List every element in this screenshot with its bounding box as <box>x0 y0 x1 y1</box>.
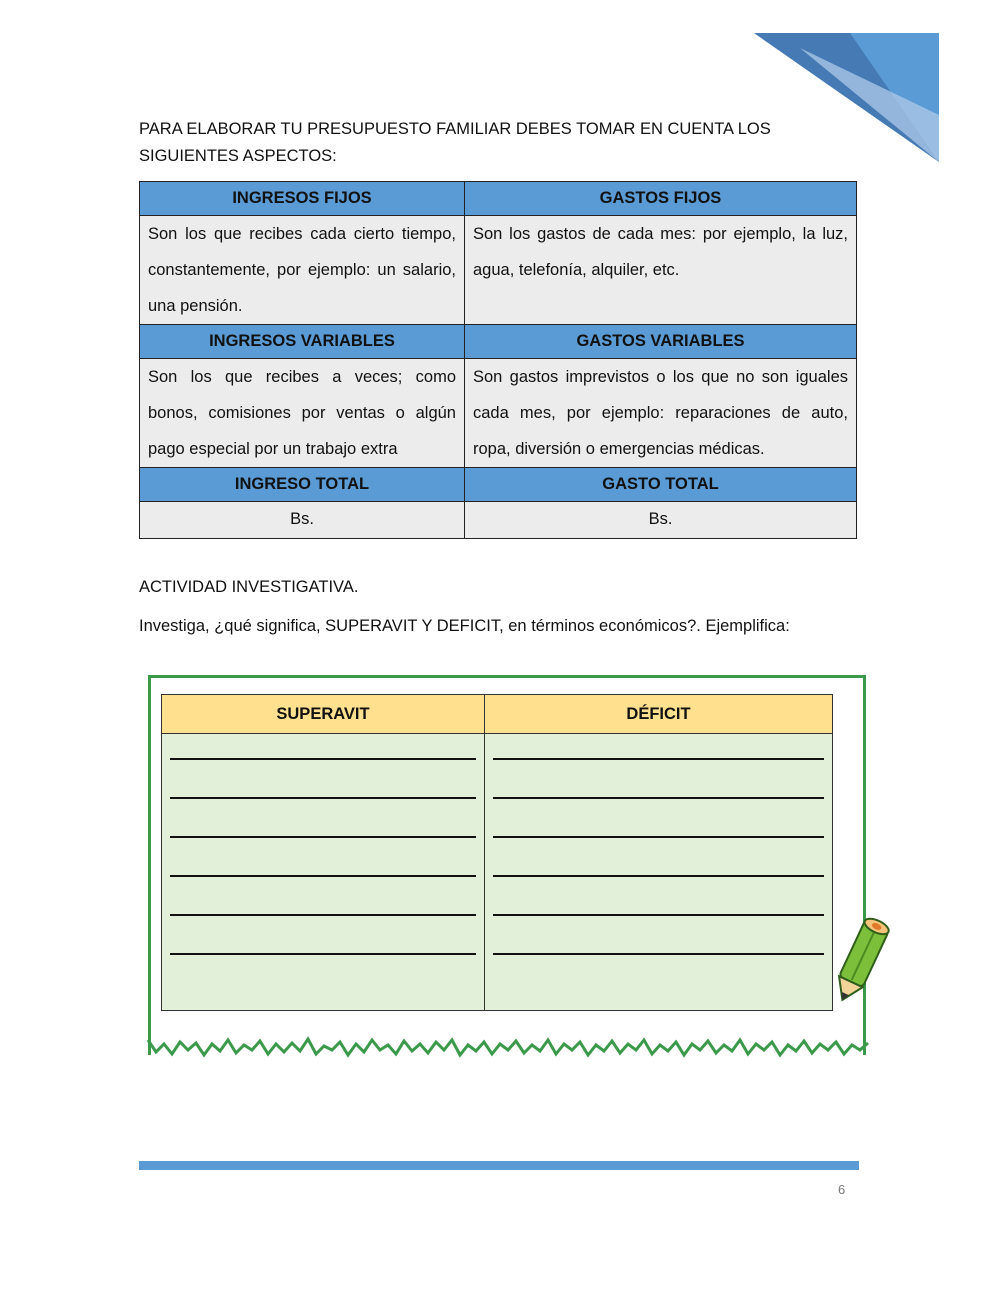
answer-line[interactable] <box>493 877 824 916</box>
surplus-header: SUPERAVIT <box>162 695 485 734</box>
answer-line[interactable] <box>170 760 476 799</box>
pencil-icon <box>828 910 894 1010</box>
answer-line[interactable] <box>493 799 824 838</box>
activity-question: Investiga, ¿qué significa, SUPERAVIT Y DEFICIT, en términos económicos?. Ejemplifica: <box>139 617 790 635</box>
activity-heading: ACTIVIDAD INVESTIGATIVA. <box>139 578 359 596</box>
answer-line[interactable] <box>170 877 476 916</box>
footer-bar <box>139 1161 859 1170</box>
intro-text: PARA ELABORAR TU PRESUPUESTO FAMILIAR DEBES TOMAR EN CUENTA LOS SIGUIENTES ASPECTOS: <box>139 120 771 165</box>
total-income-field[interactable]: Bs. <box>140 502 465 539</box>
surplus-answer-area[interactable] <box>162 734 485 1011</box>
page-number: 6 <box>838 1182 846 1197</box>
answer-line[interactable] <box>170 916 476 955</box>
answer-line[interactable] <box>170 734 476 760</box>
answer-line[interactable] <box>170 799 476 838</box>
surplus-deficit-table <box>161 694 833 1011</box>
variable-expenses-description: Son gastos imprevistos o los que no son iguales cada mes, por ejemplo: reparaciones de auto, ropa, diversión o emergencias médicas. <box>465 359 857 468</box>
total-expenses-field[interactable]: Bs. <box>465 502 857 539</box>
total-income-header: INGRESO TOTAL <box>140 468 465 502</box>
fixed-expenses-description: Son los gastos de cada mes: por ejemplo, la luz, agua, telefonía, alquiler, etc. <box>465 216 857 325</box>
deficit-header: DÉFICIT <box>485 695 833 734</box>
total-expenses-header: GASTO TOTAL <box>465 468 857 502</box>
answer-line[interactable] <box>493 760 824 799</box>
answer-line[interactable] <box>170 838 476 877</box>
fixed-expenses-header: GASTOS FIJOS <box>465 182 857 216</box>
budget-table <box>139 181 857 539</box>
variable-income-header: INGRESOS VARIABLES <box>140 325 465 359</box>
answer-line[interactable] <box>493 838 824 877</box>
answer-line[interactable] <box>493 734 824 760</box>
answer-line[interactable] <box>493 916 824 955</box>
fixed-income-description: Son los que recibes cada cierto tiempo, constantemente, por ejemplo: un salario, una pensión. <box>140 216 465 325</box>
variable-income-description: Son los que recibes a veces; como bonos, comisiones por ventas o algún pago especial por un trabajo extra <box>140 359 465 468</box>
deficit-answer-area[interactable] <box>485 734 833 1011</box>
variable-expenses-header: GASTOS VARIABLES <box>465 325 857 359</box>
wavy-border <box>146 1030 871 1065</box>
fixed-income-header: INGRESOS FIJOS <box>140 182 465 216</box>
